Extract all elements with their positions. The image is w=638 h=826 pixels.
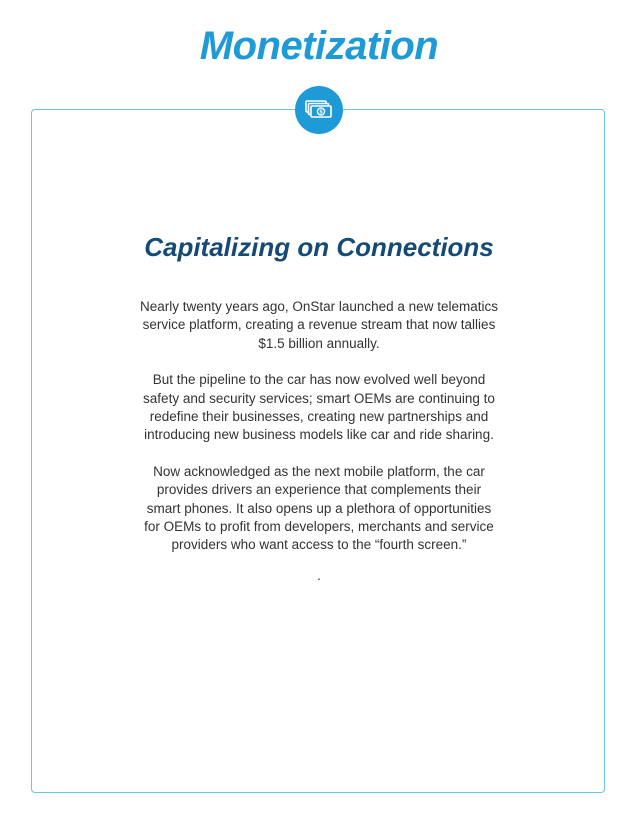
section-title: Capitalizing on Connections [144,232,494,262]
svg-text:$: $ [319,109,323,116]
paragraph-onstar: Nearly twenty years ago, OnStar launched a new telematics service platform, creating a revenue stream that now tallies $1.5 billion annually. [140,299,498,351]
money-stack-icon [304,99,334,121]
body-text [140,298,498,583]
money-badge [295,86,343,134]
paragraph-mobile-platform: Now acknowledged as the next mobile platform, the car provides drivers an experience that complements their smart phones. It also opens up a plethora of opportunities for OEMs to profit from developers, merchants and service providers who want access to the “fourth screen.” [144,463,494,553]
trailing-mark: . [317,567,321,583]
paragraph-pipeline: But the pipeline to the car has now evolved well beyond safety and security services; smart OEMs are continuing to redefine their businesses, creating new partnerships and introducing new business models like car and ride sharing. [143,372,495,443]
page-title: Monetization [199,24,439,68]
